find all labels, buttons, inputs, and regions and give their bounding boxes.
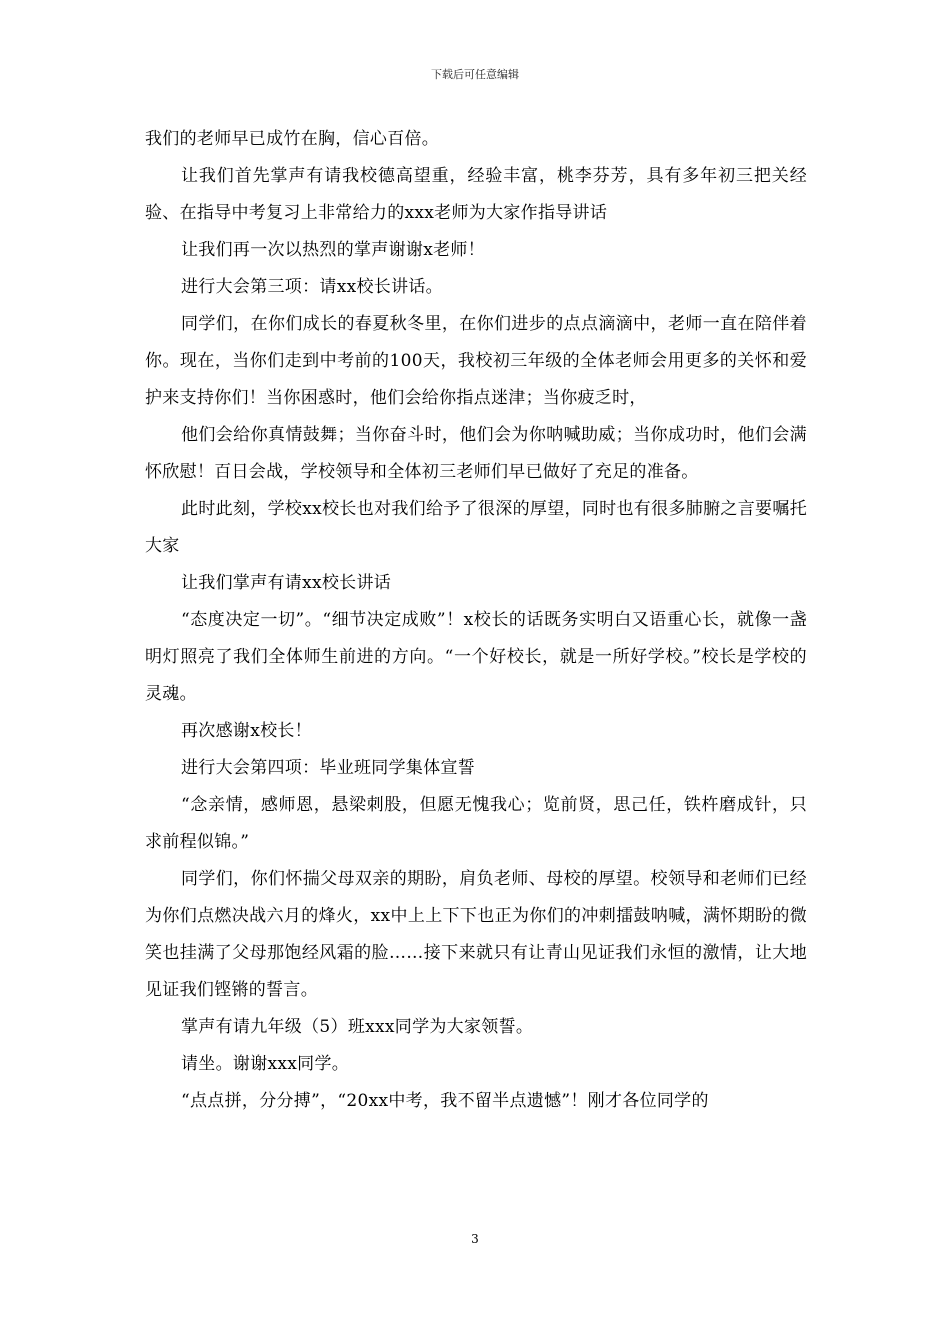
paragraph: “态度决定一切”。“细节决定成败”！x校长的话既务实明白又语重心长，就像一盏明灯照亮了我们全体师生前进的方向。“一个好校长，就是一所好学校。”校长是学校的灵魂。 [145,610,807,704]
paragraph: 此时此刻，学校xx校长也对我们给予了很深的厚望，同时也有很多肺腑之言要嘱托大家 [145,499,807,556]
paragraph: 进行大会第四项：毕业班同学集体宣誓 [181,758,476,778]
paragraph: “点点拼，分分搏”，“20xx中考，我不留半点遗憾”！刚才各位同学的 [181,1091,709,1111]
page-header: 下载后可任意编辑 [431,68,519,81]
paragraph: 再次感谢x校长！ [181,721,312,741]
page-number: 3 [471,1232,479,1246]
paragraph: 我们的老师早已成竹在胸，信心百倍。 [145,129,440,149]
paragraph: 进行大会第三项：请xx校长讲话。 [181,277,443,297]
paragraph: 掌声有请九年级（5）班xxx同学为大家领誓。 [181,1017,534,1037]
paragraph: 请坐。谢谢xxx同学。 [181,1054,350,1074]
paragraph: 让我们掌声有请xx校长讲话 [181,573,392,593]
paragraph: 同学们，在你们成长的春夏秋冬里，在你们进步的点点滴滴中，老师一直在陪伴着你。现在，当你们走到中考前的100天，我校初三年级的全体老师会用更多的关怀和爱护来支持你们！当你困惑时，他们会给你指点迷津；当你疲乏时， [145,314,807,408]
paragraph: 让我们再一次以热烈的掌声谢谢x老师！ [181,240,485,260]
paragraph: 他们会给你真情鼓舞；当你奋斗时，他们会为你呐喊助威；当你成功时，他们会满怀欣慰！百日会战，学校领导和全体初三老师们早已做好了充足的准备。 [145,425,807,482]
paragraph: “念亲情，感师恩，悬梁刺股，但愿无愧我心；览前贤，思己任，铁杵磨成针，只求前程似锦。” [145,795,807,852]
paragraph: 同学们，你们怀揣父母双亲的期盼，肩负老师、母校的厚望。校领导和老师们已经为你们点燃决战六月的烽火，xx中上上下下也正为你们的冲刺擂鼓呐喊，满怀期盼的微笑也挂满了父母那饱经风霜的脸……接下来就只有让青山见证我们永恒的激情，让大地见证我们铿锵的誓言。 [145,869,807,1000]
document-body [145,121,807,1120]
paragraph: 让我们首先掌声有请我校德高望重，经验丰富，桃李芬芳，具有多年初三把关经验、在指导中考复习上非常给力的xxx老师为大家作指导讲话 [145,166,807,223]
